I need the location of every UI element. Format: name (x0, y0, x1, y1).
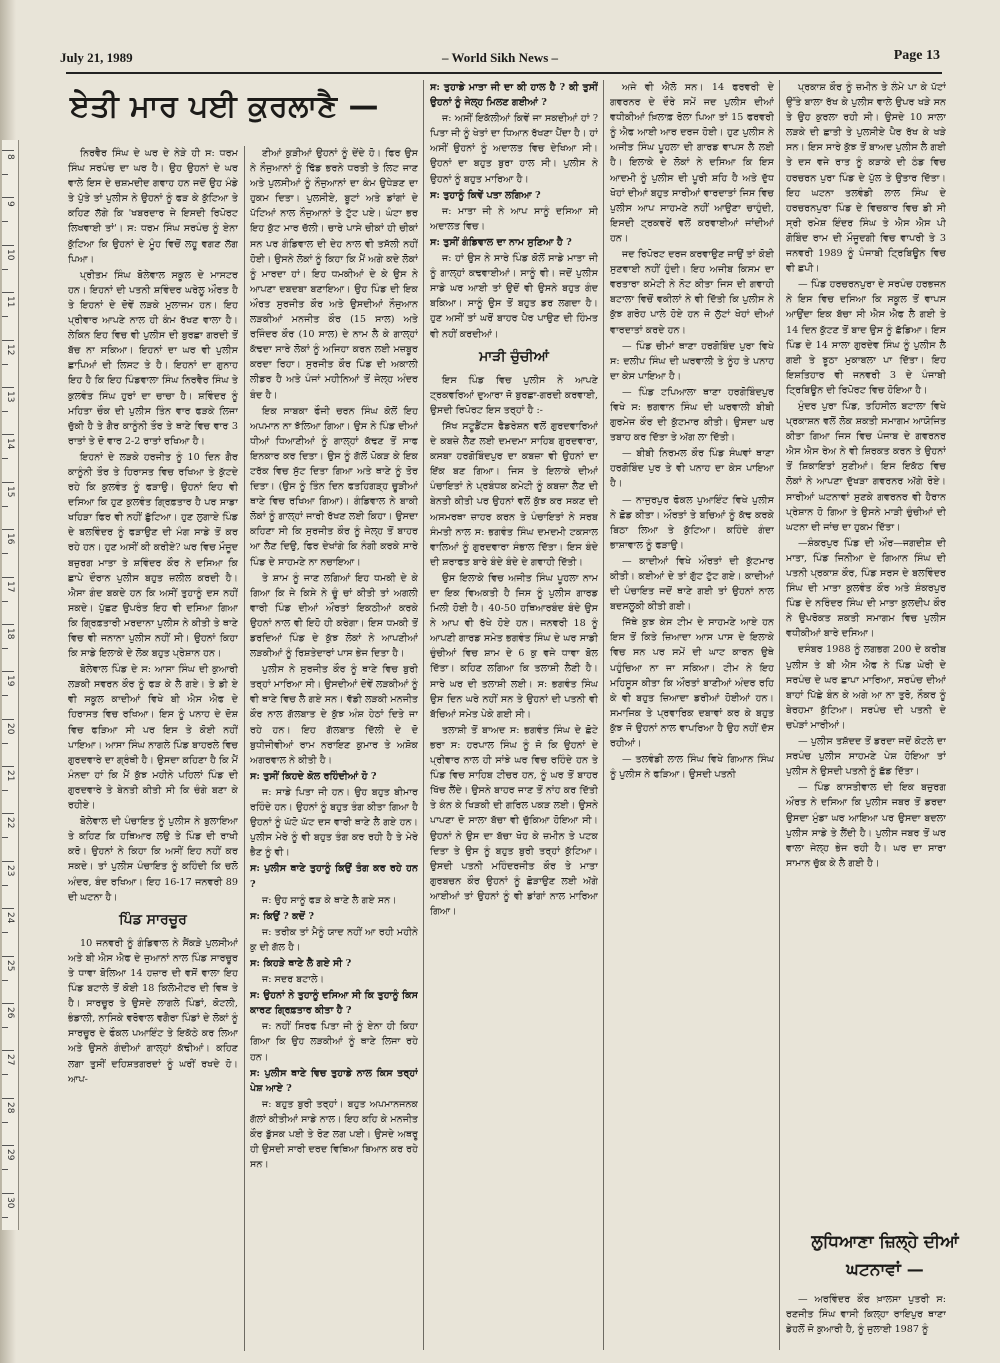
ruler-number: 17 (5, 581, 15, 593)
article-headline: ਏਤੀ ਮਾਰ ਪਈ ਕੁਰਲਾਣੈ — (70, 89, 380, 124)
article-paragraph: ਨਿਰਵੈਰ ਸਿੰਘ ਦੇ ਘਰ ਦੇ ਨੇੜੇ ਹੀ ਸ: ਧਰਮ ਸਿੰਘ ਸਰਪੰਚ ਦਾ ਘਰ ਹੈ। ਉਹ ਉਹਨਾਂ ਦੇ ਘਰ ਵਾਲੇ ਇਸ ਦੇ ਚਸ਼ਮਦੀਦ ਗਵਾਹ ਹਨ ਜਦੋਂ ਉਹ ਮੰਡੇ ਤੇ ਪੁੱਤੇ ਤਾਂ ਪੁਲੀਸ ਨੇ ਉਹਨਾਂ ਨੂੰ ਫੜ ਕੇ ਕੁੱਟਿਆ ਤੇ ਕਹਿਣ ਲੱਗੇ ਕਿ 'ਖਬਰਦਾਰ ਜੇ ਇਸਦੀ ਰਿਪੋਰਟ ਲਿਖਵਾਈ ਤਾਂ'। ਸ: ਧਰਮ ਸਿੰਘ ਸਰਪੰਚ ਨੂੰ ਏਨਾ ਕੁੱਟਿਆ ਕਿ ਉਹਨਾਂ ਦੇ ਮੂੰਹ ਵਿਚੋਂ ਲਹੂ ਵਗਣ ਲੱਗ ਪਿਆ। (68, 148, 238, 265)
ruler-tick (2, 174, 8, 175)
article-paragraph: ਜ: ਹਾਂ ਉਸ ਨੇ ਸਾਰੇ ਪਿੰਡ ਕੋਲੋਂ ਸਾਡੇ ਮਾਤਾ ਜੀ ਨੂੰ ਗਾਲ੍ਹਾਂ ਕਢਵਾਈਆਂ। ਸਾਨੂੰ ਵੀ। ਜਦੋਂ ਪੁਲੀਸ ਸਾਡੇ ਘਰ ਆਈ ਤਾਂ ਉਦੋਂ ਵੀ ਉਸਨੇ ਬਹੁਤ ਗੰਦ ਬਕਿਆ। ਸਾਨੂੰ ਉਸ ਤੋਂ ਬਹੁਤ ਡਰ ਲਗਦਾ ਹੈ। ਹੁਣ ਅਸੀਂ ਤਾਂ ਘਰੋਂ ਬਾਹਰ ਪੈਰ ਪਾਉਣ ਦੀ ਹਿੰਮਤ ਵੀ ਨਹੀਂ ਕਰਦੀਆਂ। (430, 253, 598, 340)
column-5-continued (786, 1292, 946, 1352)
interview-question: ਸ: ਪੁਲੀਸ ਥਾਣੇ ਤੁਹਾਨੂੰ ਕਿਉਂ ਤੰਗ ਕਰ ਰਹੇ ਹਨ ? (250, 863, 418, 890)
article-paragraph: ਜ: ਅਸੀਂ ਇਕੱਲੀਆਂ ਕਿਵੇਂ ਜਾ ਸਕਦੀਆਂ ਹਾਂ ? ਪਿਤਾ ਜੀ ਨੂੰ ਖੇਤਾਂ ਦਾ ਧਿਆਨ ਰੱਖਣਾ ਪੈਂਦਾ ਹੈ। ਹਾਂ ਅਸੀਂ ਉਹਨਾਂ ਨੂੰ ਅਦਾਲਤ ਵਿਚ ਦੇਖਿਆ ਸੀ। ਉਹਨਾਂ ਦਾ ਬਹੁਤ ਬੁਰਾ ਹਾਲ ਸੀ। ਪੁਲੀਸ ਨੇ ਉਹਨਾਂ ਨੂੰ ਬਹੁਤ ਮਾਰਿਆ ਹੈ। (430, 113, 598, 185)
ruler-number: 10 (5, 249, 15, 261)
ruler-number: 24 (5, 912, 15, 924)
ruler-tick (2, 434, 14, 435)
article-paragraph: ਤੇ ਸ਼ਾਮ ਨੂੰ ਜਾਣ ਲਗਿਆਂ ਇਹ ਧਮਕੀ ਦੇ ਕੇ ਗਿਆ ਕਿ ਜੇ ਕਿਸੇ ਨੇ ਚੂੰ ਚਾਂ ਕੀਤੀ ਤਾਂ ਅਗਲੀ ਵਾਰੀ ਪਿੰਡ ਦੀਆਂ ਔਰਤਾਂ ਇਕਠੀਆਂ ਕਰਕੇ ਉਹਨਾਂ ਨਾਲ ਵੀ ਇਹੋ ਹੀ ਕਰੇਗਾ। ਇਸ ਧਮਕੀ ਤੋਂ ਡਰਦਿਆਂ ਪਿੰਡ ਦੇ ਕੁੱਝ ਲੋਕਾਂ ਨੇ ਆਪਣੀਆਂ ਲੜਕੀਆਂ ਨੂੰ ਰਿਸ਼ਤੇਦਾਰਾਂ ਪਾਸ ਭੇਜ ਦਿਤਾ ਹੈ। (250, 572, 418, 660)
ruler-tick (2, 671, 14, 672)
ruler-number: 18 (5, 628, 15, 640)
ruler-number: 29 (5, 1149, 15, 1161)
ruler-tick (2, 790, 8, 791)
ruler-tick (2, 695, 8, 696)
paper-name: – World Sikh News – (441, 50, 559, 65)
article-paragraph: ਜ: ਤਰੀਕ ਤਾਂ ਮੈਨੂੰ ਯਾਦ ਨਹੀਂ ਆ ਰਹੀ ਮਹੀਨੇ ਕੁ ਦੀ ਗੱਲ ਹੈ। (250, 926, 418, 953)
ruler-number: 23 (5, 865, 15, 877)
article-paragraph: — ਕਾਦੀਆਂ ਵਿਖੇ ਔਰਤਾਂ ਦੀ ਕੁੱਟਮਾਰ ਕੀਤੀ। ਕਈਆਂ ਦੇ ਤਾਂ ਗੁੱਟ ਟੁੱਟ ਗਏ। ਕਾਦੀਆਂ ਦੀ ਪੰਚਾਇਤ ਜਦੋਂ ਥਾਣੇ ਗਈ ਤਾਂ ਉਹਨਾਂ ਨਾਲ ਬਦਸਲੂਕੀ ਕੀਤੀ ਗਈ। (610, 555, 774, 613)
article-paragraph: ਪੁਲੀਸ ਨੇ ਸੁਰਜੀਤ ਕੌਰ ਨੂੰ ਥਾਣੇ ਵਿਚ ਬੁਰੀ ਤਰ੍ਹਾਂ ਮਾਰਿਆ ਸੀ। ਉਸਦੀਆਂ ਦੋਵੇਂ ਲੜਕੀਆਂ ਨੂੰ ਵੀ ਥਾਣੇ ਵਿਚ ਲੈ ਗਏ ਸਨ। ਵੱਡੀ ਲੜਕੀ ਮਨਜੀਤ ਕੌਰ ਨਾਲ ਗੱਲਬਾਤ ਦੇ ਕੁੱਝ ਅੰਸ਼ ਹੇਠਾਂ ਦਿਤੇ ਜਾ ਰਹੇ ਹਨ। ਇਹ ਗੱਲਬਾਤ ਦਿੱਲੀ ਦੇ ਦੋ ਬੁਧੀਜੀਵੀਆਂ ਰਾਮ ਨਰਾਇਣ ਕੁਮਾਰ ਤੇ ਅਸ਼ੋਕ ਅਗਰਵਾਲ ਨੇ ਕੀਤੀ ਹੈ। (250, 664, 418, 766)
ruler-tick (2, 1074, 8, 1075)
article-paragraph: ਜ: ਨਹੀਂ ਸਿਰਫ ਪਿਤਾ ਜੀ ਨੂੰ ਏਨਾ ਹੀ ਕਿਹਾ ਗਿਆ ਕਿ ਉਹ ਲੜਕੀਆਂ ਨੂੰ ਥਾਣੇ ਲਿਜਾ ਰਹੇ ਹਨ। (250, 1021, 418, 1063)
ruler-tick (2, 1098, 14, 1099)
box-heading-line-1: ਲੁਧਿਆਣਾ ਜ਼ਿਲ੍ਹੇ ਦੀਆਂ (811, 1232, 959, 1252)
ruler-tick (2, 932, 8, 933)
article-paragraph: ਸਿੱਖ ਸਟੂਡੈਂਟਸ ਫੈਡਰੇਸ਼ਨ ਵਲੋਂ ਗੁਰਦਵਾਰਿਆਂ ਦੇ ਕਬਜ਼ੇ ਲੈਣ ਲਈ ਦਮਦਮਾ ਸਾਹਿਬ ਗੁਰਦਵਾਰਾ, ਕਸਬਾ ਹਰਗੋਬਿੰਦਪੁਰ ਦਾ ਕਬਜ਼ਾ ਵੀ ਉਹਨਾਂ ਦਾ ਇੱਕ ਬਣ ਗਿਆ। ਜਿਸ ਤੇ ਇਲਾਕੇ ਦੀਆਂ ਪੰਚਾਇਤਾਂ ਨੇ ਪ੍ਰਬੰਧਕ ਕਮੇਟੀ ਨੂੰ ਕਬਜ਼ਾ ਲੈਣ ਦੀ ਬੇਨਤੀ ਕੀਤੀ ਪਰ ਉਹਨਾਂ ਵਲੋਂ ਕੁੱਝ ਕਰ ਸਕਣ ਦੀ ਅਸਮਰਥਾ ਜ਼ਾਹਰ ਕਰਨ ਤੇ ਪੰਚਾਇਤਾਂ ਨੇ ਸਰਬ ਸੰਮਤੀ ਨਾਲ ਸ: ਭਗਵੰਤ ਸਿੰਘ ਦਮਦਮੀ ਟਕਸਾਲ ਵਾਲਿਆਂ ਨੂੰ ਗੁਰਦਵਾਰਾ ਸੰਭਾਲ ਦਿੱਤਾ। ਇਸ ਬੰਦੇ ਦੀ ਸ਼ਰਾਫਤ ਬਾਰੇ ਬੰਦੇ ਬੰਦੇ ਦੇ ਗਵਾਹੀ ਦਿੱਤੀ। (430, 420, 598, 568)
ruler-tick (2, 577, 14, 578)
article-paragraph: — ਪਿੰਡ ਕਾਸਤੀਵਾਲ ਦੀ ਇਕ ਬਜ਼ੁਰਗ ਔਰਤ ਨੇ ਦਸਿਆ ਕਿ ਪੁਲੀਸ ਜਬਰ ਤੋਂ ਡਰਦਾ ਉਸਦਾ ਮੁੰਡਾ ਘਰ ਆਇਆ ਪਰ ਉਸਦਾ ਬਦਲਾ ਪੁਲੀਸ ਸਾਡੇ ਤੇ ਲੈਂਦੀ ਹੈ। ਪੁਲੀਸ ਜਬਰ ਤੋਂ ਘਰ ਵਾਲਾ ਜੇਲ੍ਹ ਭੇਜ ਰਹੀ ਹੈ। ਘਰ ਦਾ ਸਾਰਾ ਸਾਮਾਨ ਚੁੱਕ ਕੇ ਲੈ ਗਈ ਹੈ। (786, 782, 946, 869)
ruler-tick (2, 197, 14, 198)
ruler-number: 19 (5, 675, 15, 687)
article-paragraph: ਜ: ਸਦਰ ਬਟਾਲੇ। (262, 974, 325, 986)
article-paragraph: ਅਜੇ ਵੀ ਐਲੋ ਸਨ। 14 ਫਰਵਰੀ ਦੇ ਗਵਰਨਰ ਦੇ ਦੌਰੇ ਸਮੇਂ ਜਦ ਪੁਲੀਸ ਦੀਆਂ ਵਧੀਕੀਆਂ ਖ਼ਿਲਾਫ਼ ਰੋਲਾ ਪਿਆ ਤਾਂ 15 ਫਰਵਰੀ ਨੂੰ ਐਫ ਆਈ ਆਰ ਦਰਜ ਹੋਈ। ਹੁਣ ਪੁਲੀਸ ਨੇ ਅਜੀਤ ਸਿੰਘ ਪੂਹਲਾ ਦੀ ਗਾਰਡ ਵਾਪਸ ਲੈ ਲਈ ਹੈ। ਇਲਾਕੇ ਦੇ ਲੋਕਾਂ ਨੇ ਦਸਿਆ ਕਿ ਇਸ ਆਦਮੀ ਨੂੰ ਪੁਲੀਸ ਦੀ ਪੂਰੀ ਸ਼ਹਿ ਹੈ ਅਤੇ ਦੁੱਧ ਖੋਹਾਂ ਦੀਆਂ ਬਹੁਤ ਸਾਰੀਆਂ ਵਾਰਦਾਤਾਂ ਜਿਸ ਵਿਚ ਪੁਲੀਸ ਆਪ ਸਾਹਮਣੇ ਨਹੀਂ ਆਉਣਾ ਚਾਹੁੰਦੀ, ਇਸਦੀ ਟ੍ਰਕਵਰੇਂ ਵਲੋਂ ਕਰਵਾਈਆਂ ਜਾਂਦੀਆਂ ਹਨ। (610, 82, 774, 244)
ruler-tick (2, 885, 8, 886)
column-5 (786, 80, 946, 1220)
ruler-number: 22 (5, 817, 15, 829)
article-paragraph: ਜ: ਸਾਡੇ ਪਿਤਾ ਜੀ ਹਨ। ਉਹ ਬਹੁਤ ਬੀਮਾਰ ਰਹਿੰਦੇ ਹਨ। ਉਹਨਾਂ ਨੂੰ ਬਹੁਤ ਤੰਗ ਕੀਤਾ ਗਿਆ ਹੈ ਉਹਨਾਂ ਨੂੰ ਘੱਟੋ ਘੱਟ ਦਸ ਵਾਰੀ ਥਾਣੇ ਲੈ ਗਏ ਹਨ। ਪੁਲੀਸ ਮੇਰੇ ਨੂੰ ਵੀ ਬਹੁਤ ਤੰਗ ਕਰ ਰਹੀ ਹੈ ਤੇ ਮੇਰੇ ਭੈਣ ਨੂੰ ਵੀ। (250, 786, 418, 859)
ruler-tick (2, 316, 8, 317)
ruler-number: 26 (5, 1007, 15, 1019)
section-subheading: ਮਾੜੀ ਚੁੰਚੀਆਂ (479, 348, 549, 365)
ruler-tick (2, 743, 8, 744)
article-paragraph: —ਸ਼ੰਕਰਪੁਰ ਪਿੰਡ ਦੀ ਔਰ—ਜਗਦੀਸ਼ ਦੀ ਮਾਤਾ, ਪਿੰਡ ਜਿਨੀਆ ਦੇ ਗਿਆਨ ਸਿੰਘ ਦੀ ਪਤਨੀ ਪ੍ਰਕਾਸ਼ ਕੌਰ, ਪਿੰਡ ਸਰਸ ਦੇ ਬਲਵਿੰਦਰ ਸਿੰਘ ਦੀ ਮਾਤਾ ਕੁਲਵੰਤ ਕੌਰ ਅਤੇ ਸ਼ੰਕਰਪੁਰ ਪਿੰਡ ਦੇ ਨਰਿੰਦਰ ਸਿੰਘ ਦੀ ਮਾਤਾ ਕੁਲਦੀਪ ਕੌਰ ਨੇ ਉਪਰੋਕਤ ਸ਼ਕਤੀ ਸਮਾਗਮ ਵਿਚ ਪੁਲੀਸ ਵਧੀਕੀਆਂ ਬਾਰੇ ਦਸਿਆ। (786, 537, 946, 640)
ruler-tick (2, 719, 14, 720)
ruler-tick (2, 624, 14, 625)
interview-question: ਸ: ਤੁਹਾਡੇ ਮਾਤਾ ਜੀ ਦਾ ਕੀ ਹਾਲ ਹੈ ? ਕੀ ਤੁਸੀਂ ਉਹਨਾਂ ਨੂੰ ਜੇਲ੍ਹ ਮਿਲਣ ਗਈਆਂ ? (430, 82, 598, 109)
article-paragraph: ਬੋਲੇਵਾਲ ਪਿੰਡ ਦੇ ਸ: ਆਸਾ ਸਿੰਘ ਦੀ ਕੁਆਰੀ ਲੜਕੀ ਸਵਰਨ ਕੌਰ ਨੂੰ ਫੜ ਕੇ ਲੈ ਗਏ। ਤੇ ਡੀ ਏ ਵੀ ਸਕੂਲ ਕਾਦੀਆਂ ਵਿਖੇ ਬੀ ਐਸ ਐਫ ਦੇ ਹਿਰਾਸਤ ਵਿਚ ਰਖਿਆ। ਇਸ ਨੂੰ ਪਨਾਹ ਦੇ ਦੋਸ਼ ਵਿਚ ਫੜਿਆ ਸੀ ਪਰ ਇਸ ਤੇ ਕੋਈ ਨਹੀਂ ਪਾਇਆ। ਆਸਾ ਸਿੰਘ ਨਾਗਲੇ ਪਿੰਡ ਬਾਹਰਲੇ ਵਿਚ ਗੁਰਦਵਾਰੇ ਦਾ ਗ੍ਰੰਥੀ ਹੈ। ਉਸਦਾ ਕਹਿਣਾ ਹੈ ਕਿ ਮੈਂ ਮੰਨਦਾ ਹਾਂ ਕਿ ਮੈਂ ਕੁੱਝ ਮਹੀਨੇ ਪਹਿਲਾਂ ਪਿੰਡ ਦੀ ਗੁਰਦਵਾਰੇ ਤੇ ਬੇਨਤੀ ਕੀਤੀ ਸੀ ਕਿ ਚੰਗੇ ਬਣਾ ਕੇ ਰਹੀਏ। (68, 664, 238, 812)
ruler-tick (2, 980, 8, 981)
column-2 (250, 146, 418, 1351)
ruler-tick (2, 292, 14, 293)
ruler-tick (2, 1217, 8, 1218)
ruler-tick (2, 1145, 14, 1146)
ruler-number: 11 (5, 296, 15, 308)
column-separator (603, 80, 604, 1350)
ruler-tick (2, 506, 8, 507)
article-paragraph: — ਪਿੰਡ ਹਰਚਰਨਪੁਰਾ ਦੇ ਸਰਪੰਚ ਹਰਭਜਨ ਨੇ ਇਸ ਵਿਚ ਦਸਿਆ ਕਿ ਸਕੂਲ ਤੋਂ ਵਾਪਸ ਆਉਂਦਾ ਇਕ ਬੱਚਾ ਸੀ ਐਸ ਐਫ ਲੈ ਗਈ ਤੇ 14 ਦਿਨ ਕੁੱਟਣ ਤੋਂ ਬਾਦ ਉਸ ਨੂੰ ਛੱਡਿਆ। ਇਸ ਪਿੰਡ ਦੇ 14 ਸਾਲਾ ਗੁਰਦੇਵ ਸਿੰਘ ਨੂੰ ਪੁਲੀਸ ਲੈ ਗਈ ਤੇ ਝੂਠਾ ਮੁਕਾਬਲਾ ਪਾ ਦਿੱਤਾ। ਇਹ ਇਸ਼ਤਿਹਾਰ ਵੀ ਜਨਵਰੀ 3 ਦੇ ਪੰਜਾਬੀ ਟ੍ਰਿਬਿਊਨ ਦੀ ਰਿਪੋਰਟ ਵਿਚ ਹੋਇਆ ਹੈ। (786, 279, 946, 396)
article-paragraph: ਜ: ਮਾਤਾ ਜੀ ਨੇ ਆਪ ਸਾਨੂੰ ਦਸਿਆ ਸੀ ਅਦਾਲਤ ਵਿਚ। (430, 205, 598, 232)
interview-question: ਸ: ਤੁਸੀਂ ਗੰਡਿਵਾਲ ਦਾ ਨਾਮ ਸੁਣਿਆ ਹੈ ? (430, 236, 572, 248)
ruler-number: 13 (5, 391, 15, 403)
ruler-tick (2, 861, 14, 862)
article-paragraph: ਪ੍ਰਕਾਸ਼ ਕੌਰ ਨੂੰ ਜ਼ਮੀਨ ਤੇ ਲੰਮੇ ਪਾ ਕੇ ਪੱਟਾਂ ਉੱਤੇ ਬਾਲਾ ਰੱਖ ਕੇ ਪੁਲੀਸ ਵਾਲੇ ਉਪਰ ਖੜੇ ਸਨ ਤੇ ਉਹ ਕੁਰਲਾ ਰਹੀ ਸੀ। ਉਸਦੇ 10 ਸਾਲਾ ਲੜਕੇ ਦੀ ਛਾਤੀ ਤੇ ਪੁਲਸੀਏ ਪੈਰ ਰੱਖ ਕੇ ਖੜੇ ਸਨ। ਇਸ ਸਾਰੇ ਕੁੱਝ ਤੋਂ ਬਾਅਦ ਪੁਲੀਸ ਲੈ ਗਈ ਤੇ ਦਸ ਵਜੇ ਰਾਤ ਨੂੰ ਕੜਾਕੇ ਦੀ ਠੰਡ ਵਿਚ ਹਰਚਰਨ ਪੁਰਾ ਪਿੰਡ ਦੇ ਪੁੱਲ ਤੇ ਉਤਾਰ ਦਿੱਤਾ। ਇਹ ਘਟਨਾ ਤਲਵੰਡੀ ਲਾਲ ਸਿੰਘ ਦੇ ਹਰਚਰਨਪੁਰਾ ਪਿੰਡ ਦੇ ਵਿਚਕਾਰ ਵਿਚ ਡੀ ਸੀ ਸ੍ਰੀ ਰਮੇਸ਼ ਇੰਦਰ ਸਿੰਘ ਤੇ ਐਸ ਐਸ ਪੀ ਗੋਬਿੰਦ ਰਾਮ ਦੀ ਮੌਜੂਦਗੀ ਵਿਚ ਵਾਪਰੀ ਤੇ 3 ਜਨਵਰੀ 1989 ਨੂੰ ਪੰਜਾਬੀ ਟ੍ਰਿਬਿਊਨ ਵਿਚ ਵੀ ਛਪੀ। (786, 82, 946, 275)
ruler-number: 16 (5, 533, 15, 545)
ruler-tick (2, 1003, 14, 1004)
issue-date: July 21, 1989 (60, 50, 133, 65)
article-paragraph: — ਨਾਜੁਰਪੁਰ ਫੋਕਲ ਪੁਆਇੰਟ ਵਿਖੇ ਪੁਲੀਸ ਨੇ ਛੋਡ ਕੀਤਾ। ਔਰਤਾਂ ਤੇ ਬਚਿਆਂ ਨੂੰ ਕੱਢ ਕਰਕੇ ਬਿਠਾ ਲਿਆ ਤੇ ਕੁੱਟਿਆ। ਕਹਿੰਦੇ ਗੰਦਾ ਭਾਸ਼ਾਵਾਲ ਨੂੰ ਫੜਾਉ। (610, 494, 774, 551)
page-number: Page 13 (893, 48, 940, 63)
interview-question: ਸ: ਤੁਹਾਨੂੰ ਕਿਵੇਂ ਪਤਾ ਲਗਿਆ ? (430, 189, 541, 201)
ruler-number: 9 (5, 201, 15, 207)
article-paragraph: — ਪਿੰਡ ਚੀਮਾਂ ਥਾਣਾ ਹਰਗੋਬਿੰਦ ਪੁਰਾ ਵਿਖੇ ਸ: ਦਲੀਪ ਸਿੰਘ ਦੀ ਘਰਵਾਲੀ ਤੇ ਨੂੰਹ ਤੇ ਪਨਾਹ ਦਾ ਕੇਸ ਪਾਇਆ ਹੈ। (610, 340, 774, 382)
article-paragraph: — ਪੁਲੀਸ ਤਸ਼ੱਦਦ ਤੋਂ ਡਰਦਾ ਜਦੋਂ ਕੋਟਲੇ ਦਾ ਸਰਪੰਚ ਪੁਲੀਸ ਸਾਹਮਣੇ ਪੇਸ਼ ਹੋਇਆ ਤਾਂ ਪੁਲੀਸ ਨੇ ਉਸਦੀ ਪਤਨੀ ਨੂੰ ਛੱਡ ਦਿੱਤਾ। (786, 736, 946, 778)
article-paragraph: ਇਸ ਪਿੰਡ ਵਿਚ ਪੁਲੀਸ ਨੇ ਆਪਣੇ ਟ੍ਰਕਵਰਿਆਂ ਦੁਆਰਾ ਜੋ ਬੁਰਛਾ-ਗਰਦੀ ਕਰਵਾਈ, ਉਸਦੀ ਰਿਪੋਰਟ ਇਸ ਤਰ੍ਹਾਂ ਹੈ :- (430, 374, 598, 416)
column-separator (244, 146, 245, 1351)
column-separator (779, 80, 780, 1350)
ruler-number: 8 (5, 154, 15, 160)
ruler-number: 14 (5, 438, 15, 450)
article-paragraph: ਬੋਲੇਵਾਲ ਦੀ ਪੰਚਾਇਤ ਨੂੰ ਪੁਲੀਸ ਨੇ ਬੁਲਾਇਆ ਤੇ ਕਹਿਣ ਕਿ ਹਥਿਆਰ ਲਉ ਤੇ ਪਿੰਡ ਦੀ ਰਾਖੀ ਕਰੋ। ਉਹਨਾਂ ਨੇ ਕਿਹਾ ਕਿ ਅਸੀਂ ਇਹ ਨਹੀਂ ਕਰ ਸਕਦੇ। ਤਾਂ ਪੁਲੀਸ ਪੰਚਾਇਤ ਨੂੰ ਕਹਿੰਦੀ ਕਿ ਚਲੋ ਅੰਦਰ, ਬੰਦ ਰਖਿਆ। ਇਹ 16-17 ਜਨਵਰੀ 89 ਦੀ ਘਟਨਾ ਹੈ। (68, 816, 238, 903)
interview-question: ਸ: ਕਿਹੜੇ ਥਾਣੇ ਲੈ ਗਏ ਸੀ ? (250, 957, 352, 969)
ruler-tick (2, 364, 8, 365)
ruler-tick (2, 458, 8, 459)
ruler-tick (2, 340, 14, 341)
interview-question: ਸ: ਕਿਉਂ ? ਕਦੋਂ ? (250, 910, 314, 922)
article-paragraph: ਜਿੱਥੇ ਕੁਝ ਕੇਸ ਟੀਮ ਦੇ ਸਾਹਮਣੇ ਆਏ ਹਨ ਇਸ ਤੋਂ ਕਿਤੇ ਜ਼ਿਆਦਾ ਆਸ ਪਾਸ ਦੇ ਇਲਾਕੇ ਵਿਚ ਸਨ ਪਰ ਸਮੇਂ ਦੀ ਘਾਟ ਕਾਰਨ ਉਥੇ ਪਹੁੰਚਿਆ ਨਾ ਜਾ ਸਕਿਆ। ਟੀਮ ਨੇ ਇਹ ਮਹਿਸੂਸ ਕੀਤਾ ਕਿ ਔਰਤਾਂ ਬਾਣੀਆਂ ਅੰਦਰ ਰਹਿ ਕੇ ਵੀ ਬਹੁਤ ਜ਼ਿਆਦਾ ਡਰੀਆਂ ਹੋਈਆਂ ਹਨ। ਸਮਾਜਿਕ ਤੇ ਪ੍ਰਵਾਰਿਕ ਦਬਾਵਾਂ ਕਰ ਕੇ ਬਹੁਤ ਕੁੱਝ ਜੋ ਉਹਨਾਂ ਨਾਲ ਵਾਪਰਿਆ ਹੈ ਉਹ ਨਹੀਂ ਦੱਸ ਰਹੀਆਂ। (610, 617, 774, 750)
ruler-tick (2, 150, 14, 151)
article-paragraph: ਪ੍ਰੀਤਮ ਸਿੰਘ ਬੋਲੇਵਾਲ ਸਕੂਲ ਦੇ ਮਾਸਟਰ ਹਨ। ਇਹਨਾਂ ਦੀ ਪਤਨੀ ਸ਼ਵਿੰਦਰ ਘਰੇਲੂ ਔਰਤ ਹੈ ਤੇ ਇਹਨਾਂ ਦੇ ਦੋਵੇਂ ਲੜਕੇ ਮੁਲਾਜਮ ਹਨ। ਇਹ ਪ੍ਰੀਵਾਰ ਆਪਣੇ ਨਾਲ ਹੀ ਕੰਮ ਰੱਖਣ ਵਾਲਾ ਹੈ। ਲੇਕਿਨ ਇਹ ਵਿਚ ਵੀ ਪੁਲੀਸ ਦੀ ਬੁਰਛਾ ਗਰਦੀ ਤੋਂ ਬੱਚ ਨਾ ਸਕਿਆ। ਇਹਨਾਂ ਦਾ ਘਰ ਵੀ ਪੁਲੀਸ ਛਾਪਿਆਂ ਦੀ ਲਿਸਟ ਤੇ ਹੈ। ਇਹਨਾਂ ਦਾ ਗੁਨਾਹ ਇਹ ਹੈ ਕਿ ਇਹ ਪਿੰਡਵਾਲਾ ਸਿੰਘ ਨਿਰਵੈਰ ਸਿੰਘ ਤੇ ਕੁਲਵੰਤ ਸਿੰਘ ਹੁਰਾਂ ਦਾ ਚਾਚਾ ਹੈ। ਸ਼ਵਿੰਦਰ ਨੂੰ ਮਹਿਤਾ ਚੌਕ ਦੀ ਪੁਲੀਸ ਤਿੰਨ ਵਾਰ ਫੜਕੇ ਲਿਜਾ ਚੁੱਕੀ ਹੈ ਤੇ ਗੈਰ ਕਾਨੂੰਨੀ ਤੌਰ ਤੇ ਥਾਣੇ ਵਿਚ ਵਾਰ 3 ਰਾਤਾਂ ਤੇ ਦੋ ਵਾਰ 2-2 ਰਾਤਾਂ ਰਖਿਆ ਹੈ। (68, 269, 238, 447)
ruler-tick (2, 1169, 8, 1170)
article-paragraph: ਜ: ਬਹੁਤ ਬੁਰੀ ਤਰ੍ਹਾਂ। ਬਹੁਤ ਅਪਮਾਨਜਨਕ ਗੱਲਾਂ ਕੀਤੀਆਂ ਸਾਡੇ ਨਾਲ। ਇਹ ਕਹਿ ਕੇ ਮਨਜੀਤ ਕੌਰ ਡੁੱਸਕ ਪਈ ਤੇ ਰੋਣ ਲਗ ਪਈ। ਉਸਦੇ ਅਥਰੂ ਹੀ ਉਸਦੀ ਸਾਰੀ ਦਰਦ ਵਿਥਿਆ ਬਿਆਨ ਕਰ ਰਹੇ ਸਨ। (250, 1098, 418, 1171)
ruler-tick (2, 813, 14, 814)
article-paragraph: ਇਹਨਾਂ ਦੇ ਲੜਕੇ ਹਰਜੀਤ ਨੂੰ 10 ਦਿਨ ਗੈਰ ਕਾਨੂੰਨੀ ਤੌਰ ਤੇ ਹਿਰਾਸਤ ਵਿਚ ਰਖਿਆ ਤੇ ਕੁੱਟਦੇ ਰਹੇ ਕਿ ਕੁਲਵੰਤ ਨੂੰ ਫੜਾਉ। ਉਹਨਾਂ ਇਹ ਵੀ ਦਸਿਆ ਕਿ ਹੁਣ ਕੁਲਵੰਤ ਗ੍ਰਿਫ਼ਤਾਰ ਹੈ ਪਰ ਸਾਡਾ ਖਹਿੜਾ ਫਿਰ ਵੀ ਨਹੀਂ ਛੁੱਟਿਆ। ਹੁਣ ਲੁਗਾਏ ਪਿੰਡ ਦੇ ਬਲਵਿੰਦਰ ਨੂੰ ਫੜਾਉਣ ਦੀ ਮੰਗ ਸਾਡੇ ਤੋਂ ਕਰ ਰਹੇ ਹਨ। ਹੁਣ ਅਸੀਂ ਕੀ ਕਰੀਏ? ਘਰ ਵਿਚ ਮੌਜੂਦ ਬਜ਼ੁਰਗ ਮਾਤਾ ਤੇ ਸ਼ਵਿੰਦਰ ਕੌਰ ਨੇ ਦਸਿਆ ਕਿ ਛਾਪੇ ਦੌਰਾਨ ਪੁਲੀਸ ਬਹੁਤ ਜ਼ਲੀਲ ਕਰਦੀ ਹੈ। ਐਸਾ ਗੰਦ ਬਕਦੇ ਹਨ ਕਿ ਅਸੀਂ ਤੁਹਾਨੂੰ ਦਸ ਨਹੀਂ ਸਕਦੇ। ਪੁੱਛਣ ਉਪਰੰਤ ਇਹ ਵੀ ਦਸਿਆ ਗਿਆ ਕਿ ਗ੍ਰਿਫ਼ਤਾਰੀ ਮਰਦਾਨਾ ਪੁਲੀਸ ਨੇ ਕੀਤੀ ਤੇ ਥਾਣੇ ਵਿਚ ਵੀ ਜਨਾਨਾ ਪੁਲੀਸ ਨਹੀਂ ਸੀ। ਉਹਨਾਂ ਕਿਹਾ ਕਿ ਸਾਡੇ ਇਲਾਕੇ ਦੇ ਲੋਕ ਬਹੁਤ ਪ੍ਰੇਸ਼ਾਨ ਹਨ। (68, 451, 238, 660)
ruler-number: 27 (5, 1054, 15, 1066)
article-paragraph: ਦਸੰਬਰ 1988 ਨੂੰ ਲਗਭਗ 200 ਦੇ ਕਰੀਬ ਪੁਲੀਸ ਤੇ ਬੀ ਐਸ ਐਫ ਨੇ ਪਿੰਡ ਘੇਰੀ ਦੇ ਸਰਪੰਚ ਦੇ ਘਰ ਛਾਪਾ ਮਾਰਿਆ, ਸਰਪੰਚ ਦੀਆਂ ਬਾਹਾਂ ਪਿੱਛੇ ਬੰਨ ਕੇ ਅਗੇ ਆ ਨਾ ਤੁਰੋ, ਨੌਕਰ ਨੂੰ ਬੇਰਹਮਾ ਕੁੱਟਿਆ। ਸਰਪੰਚ ਦੀ ਪਤਨੀ ਦੇ ਚਪੇੜਾਂ ਮਾਰੀਆਂ। (786, 644, 946, 731)
article-paragraph: — ਪਿੰਡ ਟਪਿਆਲਾ ਥਾਣਾ ਹਰਗੋਬਿੰਦਪੁਰ ਵਿਖੇ ਸ: ਭਗਵਾਨ ਸਿੰਘ ਦੀ ਘਰਵਾਲੀ ਬੀਬੀ ਗੁਰਮੇਜ ਕੌਰ ਦੀ ਕੁੱਟਮਾਰ ਕੀਤੀ। ਉਸਦਾ ਘਰ ਤਬਾਹ ਕਰ ਦਿੱਤਾ ਤੇ ਅੱਗ ਲਾ ਦਿੱਤੀ। (610, 386, 774, 444)
article-paragraph: — ਅਰਵਿੰਦਰ ਕੌਰ ਖ਼ਾਲਸਾ ਪੁਤਰੀ ਸ: ਰਣਜੀਤ ਸਿੰਘ ਵਾਸੀ ਕਿਲ੍ਹਾ ਰਾਇਪੁਰ ਥਾਣਾ ਡੇਹਲੋਂ ਜੋ ਕੁਆਰੀ ਹੈ, ਨੂੰ ਜੁਲਾਈ 1987 ਨੂੰ (786, 1294, 946, 1336)
article-paragraph: — ਤਲਵੰਡੀ ਲਾਲ ਸਿੰਘ ਵਿਖੇ ਗਿਆਨ ਸਿੰਘ ਨੂੰ ਪੁਲੀਸ ਨੇ ਫੜਿਆ। ਉਸਦੀ ਪਤਨੀ (610, 754, 774, 781)
article-paragraph: ਜ: ਉਹ ਸਾਨੂੰ ਫੜ ਕੇ ਥਾਣੇ ਲੈ ਗਏ ਸਨ। (262, 894, 397, 906)
interview-question: ਸ: ਉਹਨਾਂ ਨੇ ਤੁਹਾਨੂੰ ਦਸਿਆ ਸੀ ਕਿ ਤੁਹਾਨੂੰ ਕਿਸ ਕਾਰਣ ਗ੍ਰਿਫ਼ਤਾਰ ਕੀਤਾ ਹੈ ? (250, 990, 418, 1017)
ruler-tick (2, 411, 8, 412)
masthead (60, 46, 940, 68)
ruler-tick (2, 956, 14, 957)
column-separator (423, 80, 424, 1350)
ruler-tick (2, 1050, 14, 1051)
measuring-ruler (2, 140, 19, 1230)
ruler-tick (2, 766, 14, 767)
ruler-number: 25 (5, 960, 15, 972)
ruler-tick (2, 482, 14, 483)
section-box-heading (780, 1228, 990, 1290)
ruler-tick (2, 245, 14, 246)
article-paragraph: ਤਲਾਸ਼ੀ ਤੋਂ ਬਾਅਦ ਸ: ਭਗਵੰਤ ਸਿੰਘ ਦੇ ਛੋਟੇ ਭਰਾ ਸ: ਹਰਪਾਲ ਸਿੰਘ ਨੂੰ ਜੋ ਕਿ ਉਹਨਾਂ ਦੇ ਪ੍ਰੀਵਾਰ ਨਾਲ ਹੀ ਸਾਂਝੇ ਘਰ ਵਿਚ ਰਹਿੰਦੇ ਹਨ ਤੇ ਪਿੰਡ ਵਿਚ ਸਾਹਿਬ ਟੀਚਰ ਹਨ, ਨੂੰ ਘਰ ਤੋਂ ਬਾਹਰ ਖਿੱਚ ਲੈਂਦੇ। ਉਸਨੇ ਬਾਹਰ ਜਾਣ ਤੋਂ ਨਾਂਹ ਕਰ ਦਿੱਤੀ ਤੇ ਕੰਨ ਕੇ ਖਿੜਕੀ ਦੀ ਗਰਿਲ ਪਕੜ ਲਈ। ਉਸਨੇ ਪਾਪਣਾ ਦੋ ਸਾਲਾ ਬੱਚਾ ਵੀ ਚੁੱਕਿਆ ਹੋਇਆ ਸੀ। ਉਹਨਾਂ ਨੇ ਉਸ ਦਾ ਬੱਚਾ ਖੋਹ ਕੇ ਜ਼ਮੀਨ ਤੇ ਪਟਕ ਦਿਤਾ ਤੇ ਉਸ ਨੂੰ ਬਹੁਤ ਬੁਰੀ ਤਰ੍ਹਾਂ ਕੁੱਟਿਆ। ਉਸਦੀ ਪਤਨੀ ਮਹਿੰਦਰਜੀਤ ਕੌਰ ਤੇ ਮਾਤਾ ਗੁਰਬਚਨ ਕੌਰ ਉਹਨਾਂ ਨੂੰ ਛੋੜਾਉਣ ਲਈ ਅੱਗੇ ਆਈਆਂ ਤਾਂ ਉਹਨਾਂ ਨੂੰ ਵੀ ਡਾਂਗਾਂ ਨਾਲ ਮਾਰਿਆ ਗਿਆ। (430, 724, 598, 917)
masthead-rule (66, 72, 942, 74)
column-3 (430, 80, 598, 1350)
article-paragraph: ਣੀਆਂ ਕੁੜੀਆਂ ਉਹਨਾਂ ਨੂੰ ਦੇਂਦੇ ਹੋ। ਫਿਰ ਉਸ ਨੇ ਨੌਜੁਆਨਾਂ ਨੂੰ ਢਿੱਡ ਭਰਨੇ ਧਰਤੀ ਤੇ ਲਿਟ ਜਾਣ ਅਤੇ ਪੁਲਸੀਆਂ ਨੂੰ ਨੌਜੁਆਨਾਂ ਦਾ ਕੰਮ ਉਧੇੜਣ ਦਾ ਹੁਕਮ ਦਿਤਾ। ਪੁਲਸੀਏ, ਬੂਟਾਂ ਅਤੇ ਡਾਂਗਾਂ ਦੇ ਪੱਟਿਆਂ ਨਾਲ ਨੌਜੁਆਨਾਂ ਤੇ ਟੁੱਟ ਪਏ। ਘੰਟਾ ਭਰ ਇਹ ਕੁੱਟ ਮਾਰ ਚੱਲੀ। ਚਾਰੇ ਪਾਸੇ ਚੀਕਾਂ ਹੀ ਚੀਕਾਂ ਸਨ ਪਰ ਗੰਡਿਵਾਲ ਦੀ ਦੇਹ ਨਾਲ ਵੀ ਤਸੱਲੀ ਨਹੀਂ ਹੋਈ। ਉਸਨੇ ਲੋਕਾਂ ਨੂੰ ਕਿਹਾ ਕਿ ਮੈਂ ਅਗੇ ਕਦੇ ਲੋਕਾਂ ਨੂੰ ਮਾਰਦਾ ਹਾਂ। ਇਹ ਧਮਕੀਆਂ ਦੇ ਕੇ ਉਸ ਨੇ ਆਪਣਾ ਦਬਦਬਾ ਬਣਾਇਆ। ਉਹ ਪਿੰਡ ਦੀ ਇਕ ਔਰਤ ਸੁਰਜੀਤ ਕੌਰ ਅਤੇ ਉਸਦੀਆਂ ਨੌਜੁਆਨ ਲੜਕੀਆਂ ਮਨਜੀਤ ਕੌਰ (15 ਸਾਲ) ਅਤੇ ਰਜਿੰਦਰ ਕੌਰ (10 ਸਾਲ) ਦੇ ਨਾਮ ਲੈ ਕੇ ਗਾਲ੍ਹਾਂ ਕੱਢਦਾ ਸਾਰੇ ਲੋਕਾਂ ਨੂੰ ਅਜਿਹਾ ਕਰਨ ਲਈ ਮਜ਼ਬੂਰ ਕਰਦਾ ਰਿਹਾ। ਸੁਰਜੀਤ ਕੌਰ ਪਿੰਡ ਦੀ ਅਕਾਲੀ ਲੀਡਰ ਹੈ ਅਤੇ ਪੰਜਾਂ ਮਹੀਨਿਆਂ ਤੋਂ ਜੇਲ੍ਹ ਅੰਦਰ ਬੰਦ ਹੈ। (250, 148, 418, 401)
ruler-tick (2, 221, 8, 222)
ruler-tick (2, 1193, 14, 1194)
ruler-number: 21 (5, 770, 15, 782)
box-heading-line-2: ਘਟਨਾਵਾਂ — (846, 1260, 924, 1280)
column-4 (610, 80, 774, 1350)
ruler-tick (2, 837, 8, 838)
article-paragraph: ਉਸ ਇਲਾਕੇ ਵਿਚ ਅਜੀਤ ਸਿੰਘ ਪੂਹਲਾ ਨਾਮ ਦਾ ਇਕ ਵਿਅਕਤੀ ਹੈ ਜਿਸ ਨੂੰ ਪੁਲੀਸ ਗਾਰਡ ਮਿਲੀ ਹੋਈ ਹੈ। 40-50 ਹਥਿਆਰਬੰਦ ਬੰਦੇ ਉਸ ਨੇ ਆਪ ਵੀ ਰੱਖੇ ਹੋਏ ਹਨ। ਜਨਵਰੀ 18 ਨੂੰ ਆਪਣੀ ਗਾਰਡ ਸਮੇਤ ਭਗਵੰਤ ਸਿੰਘ ਦੇ ਘਰ ਸਾਡੀ ਚੁੰਚੀਆਂ ਵਿਚ ਸ਼ਾਮ ਦੇ 6 ਕੁ ਵਜੇ ਧਾਵਾ ਬੋਲ ਦਿੱਤਾ। ਕਹਿਣ ਲਗਿਆ ਕਿ ਤਲਾਸ਼ੀ ਲੈਣੀ ਹੈ। ਸਾਰੇ ਘਰ ਦੀ ਤਲਾਸ਼ੀ ਲਈ। ਸ: ਭਗਵੰਤ ਸਿੰਘ ਉਸ ਦਿਨ ਘਰੇ ਨਹੀਂ ਸਨ ਤੇ ਉਹਨਾਂ ਦੀ ਪਤਨੀ ਵੀ ਬੱਚਿਆਂ ਸਮੇਤ ਪੇਕੇ ਗਈ ਸੀ। (430, 572, 598, 720)
article-paragraph: ਜਦ ਰਿਪੋਰਟ ਦਰਜ ਕਰਵਾਉਣ ਜਾਉਂ ਤਾਂ ਕੋਈ ਸੁਣਵਾਈ ਨਹੀਂ ਹੁੰਦੀ। ਇਹ ਅਜੀਬ ਕਿਸਮ ਦਾ ਵਰਤਾਰਾ ਕਮੇਟੀ ਨੇ ਨੋਟ ਕੀਤਾ ਜਿਸ ਦੀ ਗਵਾਹੀ ਬਟਾਲਾ ਵਿਚੋਂ ਵਕੀਲਾਂ ਨੇ ਵੀ ਦਿੱਤੀ ਕਿ ਪੁਲੀਸ ਨੇ ਕੁੱਝ ਗਰੋਹ ਪਾਲੇ ਹੋਏ ਹਨ ਜੋ ਲੁੱਟਾਂ ਖੋਹਾਂ ਦੀਆਂ ਵਾਰਦਾਤਾਂ ਕਰਦੇ ਹਨ। (610, 249, 774, 336)
article-paragraph: ਮੁੰਦਰ ਪੁਰਾ ਪਿੰਡ, ਤਹਿਸੀਲ ਬਟਾਲਾ ਵਿਖੇ ਪ੍ਰਕਾਸ਼ਨ ਵਲੋਂ ਲੋਕ ਸ਼ਕਤੀ ਸਮਾਗਮ ਆਯੋਜਿਤ ਕੀਤਾ ਗਿਆ ਜਿਸ ਵਿਚ ਪੰਜਾਬ ਦੇ ਗਵਰਨਰ ਐਸ ਐਸ ਰੇਅ ਨੇ ਵੀ ਸ਼ਿਰਕਤ ਕਰਨ ਤੇ ਉਹਨਾਂ ਤੋਂ ਸ਼ਿਕਾਇਤਾਂ ਸੁਣੀਆਂ। ਇਸ ਇਕੱਠ ਵਿਚ ਲੋਕਾਂ ਨੇ ਆਪਣਾ ਦੁੱਖੜਾ ਗਵਰਨਰ ਅੱਗੇ ਰੋਏ। ਸਾਰੀਆਂ ਘਟਨਾਵਾਂ ਸੁਣਕੇ ਗਵਰਨਰ ਵੀ ਹੈਰਾਨ ਪ੍ਰੇਸ਼ਾਨ ਹੋ ਗਿਆ ਤੇ ਉਸਨੇ ਮਾੜੀ ਚੁੰਚੀਆਂ ਦੀ ਘਟਨਾ ਦੀ ਜਾਂਚ ਦਾ ਹੁਕਮ ਦਿੱਤਾ। (786, 400, 946, 533)
ruler-tick (2, 601, 8, 602)
column-1 (68, 146, 238, 1351)
ruler-tick (2, 908, 14, 909)
article-paragraph: 10 ਜਨਵਰੀ ਨੂੰ ਗੰਡਿਵਾਲ ਨੇ ਸੈਂਕੜੇ ਪੁਲਸੀਆਂ ਅਤੇ ਬੀ ਐਸ ਐਫ ਦੇ ਜੁਆਨਾਂ ਨਾਲ ਪਿੰਡ ਸਾਰਚੂਰ ਤੇ ਧਾਵਾ ਬੋਲਿਆ 14 ਹਜ਼ਾਰ ਦੀ ਵਸੋਂ ਵਾਲਾ ਇਹ ਪਿੰਡ ਬਟਾਲੇ ਤੋਂ ਕੋਈ 18 ਕਿਲੋਮੀਟਰ ਦੀ ਵਿਥ ਤੇ ਹੈ। ਸਾਰਚੂਰ ਤੇ ਉਸਦੇ ਲਾਗਲੇ ਪਿੰਡਾਂ, ਕੋਟਲੀ, ਭੰਡਾਲੀ, ਨਾਸਿਕੇ ਵਰੋਵਾਲ ਵਗੈਰਾ ਪਿੰਡਾਂ ਦੇ ਲੋਕਾਂ ਨੂੰ ਸਾਰਚੂਰ ਦੇ ਫੌਕਲ ਪਆਇੰਟ ਤੇ ਇਕੱਠੇ ਕਰ ਲਿਆ ਅਤੇ ਉਸਨੇ ਗੰਦੀਆਂ ਗਾਲ੍ਹਾਂ ਕੱਢੀਆਂ। ਕਹਿਣ ਲਗਾ ਤੁਸੀਂ ਦਹਿਸ਼ਤਗਰਦਾਂ ਨੂੰ ਘਰੀਂ ਰਖਦੇ ਹੋ। ਆਪ- (68, 937, 238, 1085)
ruler-tick (2, 1027, 8, 1028)
article-paragraph: ਇਕ ਸਾਬਕਾ ਫੌਜੀ ਚਰਨ ਸਿੰਘ ਕੋਲੋਂ ਇਹ ਅਪਮਾਨ ਨਾ ਝੱਲਿਆ ਗਿਆ। ਉਸ ਨੇ ਪਿੰਡ ਦੀਆਂ ਧੀਆਂ ਧਿਆਣੀਆਂ ਨੂੰ ਗਾਲ੍ਹਾਂ ਕੱਢਣ ਤੋਂ ਸਾਫ ਇਨਕਾਰ ਕਰ ਦਿਤਾ। ਉਸ ਨੂੰ ਗੱਲੋਂ ਪੋਕੜ ਕੇ ਇਕ ਟਰੱਕ ਵਿਚ ਸੁੱਟ ਦਿਤਾ ਗਿਆ ਅਤੇ ਥਾਣੇ ਨੂੰ ਤੋਰ ਦਿਤਾ। (ਉਸ ਨੂੰ ਤਿੰਨ ਦਿਨ ਫਤਹਿਗੜ੍ਹ ਚੂੜੀਆਂ ਥਾਣੇ ਵਿਚ ਰਖਿਆ ਗਿਆ)। ਗੰਡਿਵਾਲ ਨੇ ਬਾਕੀ ਲੋਕਾਂ ਨੂੰ ਗਾਲ੍ਹਾਂ ਜਾਰੀ ਰੱਖਣ ਲਈ ਕਿਹਾ। ਉਸਦਾ ਕਹਿਣਾ ਸੀ ਕਿ ਸੁਰਜੀਤ ਕੌਰ ਨੂੰ ਜੇਲ੍ਹ ਤੋਂ ਬਾਹਰ ਆ ਲੈਣ ਦਿਉ, ਫਿਰ ਦੇਖਾਂਗੇ ਕਿ ਨੰਗੀ ਕਰਕੇ ਸਾਰੇ ਪਿੰਡ ਦੇ ਸਾਹਮਣੇ ਨਾ ਨਚਾਇਆ। (250, 405, 418, 568)
ruler-tick (2, 1122, 8, 1123)
article-paragraph: — ਬੀਬੀ ਨਿਰਮਲ ਕੌਰ ਪਿੰਡ ਸੰਘਵਾਂ ਥਾਣਾ ਹਰਗੋਬਿੰਦ ਪੁਰ ਤੇ ਵੀ ਪਨਾਹ ਦਾ ਕੇਸ ਪਾਇਆ ਹੈ। (610, 448, 774, 490)
ruler-number: 15 (5, 486, 15, 498)
section-subheading: ਪਿੰਡ ਸਾਰਚੂਰ (119, 911, 187, 928)
interview-question: ਸ: ਤੁਸੀਂ ਕਿਹਦੇ ਕੋਲ ਰਹਿੰਦੀਆਂ ਹੋ ? (250, 770, 377, 782)
ruler-tick (2, 269, 8, 270)
ruler-number: 12 (5, 344, 15, 356)
ruler-tick (2, 553, 8, 554)
ruler-tick (2, 529, 14, 530)
ruler-number: 20 (5, 723, 15, 735)
ruler-tick (2, 648, 8, 649)
ruler-number: 28 (5, 1102, 15, 1114)
interview-question: ਸ: ਪੁਲੀਸ ਥਾਣੇ ਵਿਚ ਤੁਹਾਡੇ ਨਾਲ ਕਿਸ ਤਰ੍ਹਾਂ ਪੇਸ਼ ਆਏ ? (250, 1067, 418, 1094)
ruler-tick (2, 387, 14, 388)
ruler-number: 30 (5, 1197, 15, 1209)
